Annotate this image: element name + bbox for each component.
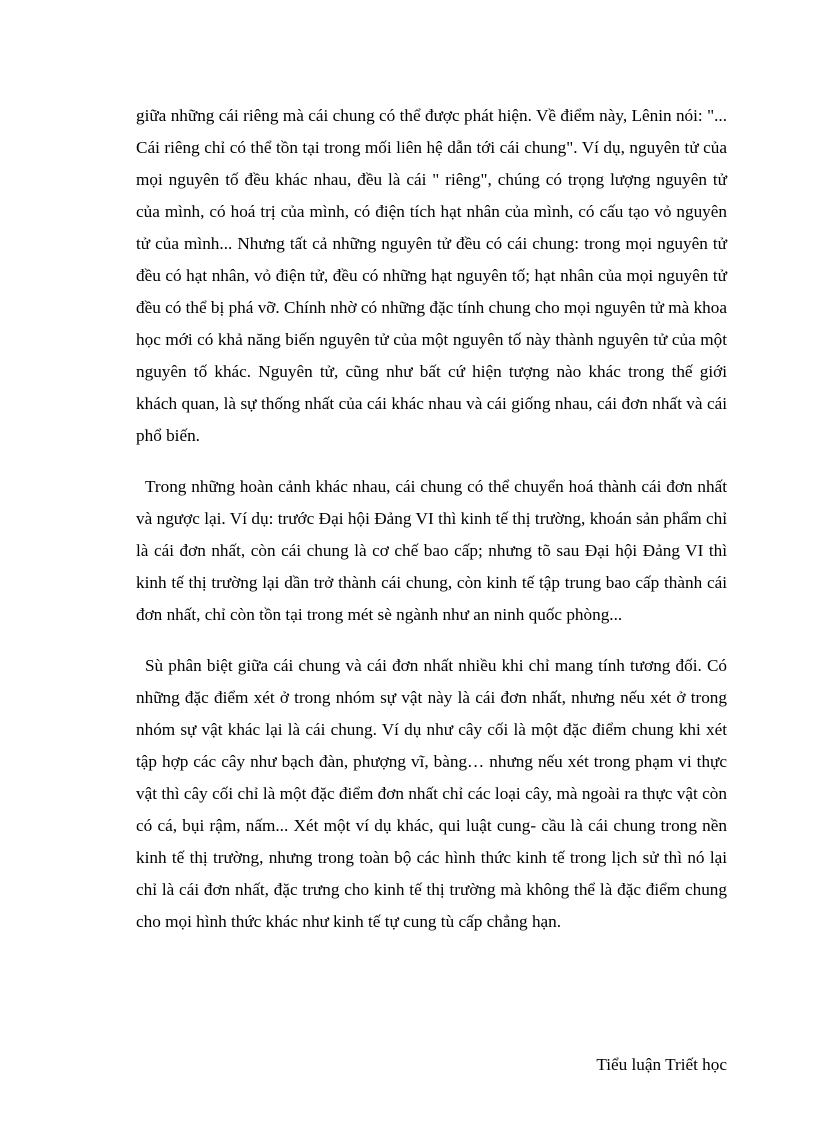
body-text [136,100,727,938]
page-footer: Tiểu luận Triết học [596,1055,727,1074]
paragraph-continuation: giữa những cái riêng mà cái chung có thể được phát hiện. Về điểm này, Lênin nói: "... Cái riêng chỉ có thể tồn tại trong mối liên hệ dẫn tới cái chung". Ví dụ, nguyên tử của mọi nguyên tố đều khác nhau, đều là cái " riêng", chúng có trọng lượng nguyên tử của mình, có hoá trị của mình, có điện tích hạt nhân của mình, có cấu tạo vỏ nguyên tử của mình... Nhưng tất cả những nguyên tử đều có cái chung: trong mọi nguyên tử đều có hạt nhân, vỏ điện tử, đều có những hạt nguyên tố; hạt nhân của mọi nguyên tử đều có thể bị phá vỡ. Chính nhờ có những đặc tính chung cho mọi nguyên tử mà khoa học mới có khả năng biến nguyên tử của một nguyên tố này thành nguyên tử của một nguyên tố khác. Nguyên tử, cũng như bất cứ hiện tượng nào khác trong thế giới khách quan, là sự thống nhất của cái khác nhau và cái giống nhau, cái đơn nhất và cái phổ biến. [136,106,727,445]
paragraph-relativity: Sù phân biệt giữa cái chung và cái đơn nhất nhiều khi chỉ mang tính tương đối. Có những đặc điểm xét ở trong nhóm sự vật này là cái đơn nhất, nhưng nếu xét ở trong nhóm sự vật khác lại là cái chung. Ví dụ như cây cối là một đặc điểm chung khi xét tập hợp các cây như bạch đàn, phượng vĩ, bàng… nhưng nếu xét trong phạm vi thực vật thì cây cối chỉ là một đặc điểm đơn nhất chỉ các loại cây, mà ngoài ra thực vật còn có cá, bụi rậm, nấm... Xét một ví dụ khác, qui luật cung- cầu là cái chung trong nền kinh tế thị trường, nhưng trong toàn bộ các hình thức kinh tế trong lịch sử thì nó lại chỉ là cái đơn nhất, đặc trưng cho kinh tế thị trường mà không thể là đặc điểm chung cho mọi hình thức khác như kinh tế tự cung tù cấp chẳng hạn. [136,656,727,931]
paragraph-transformation: Trong những hoàn cảnh khác nhau, cái chung có thể chuyển hoá thành cái đơn nhất và ngược lại. Ví dụ: trước Đại hội Đảng VI thì kinh tế thị trường, khoán sản phẩm chỉ là cái đơn nhất, còn cái chung là cơ chế bao cấp; nhưng tõ sau Đại hội Đảng VI thì kinh tế thị trường lại dần trở thành cái chung, còn kinh tế tập trung bao cấp thành cái đơn nhất, chỉ còn tồn tại trong mét sè ngành như an ninh quốc phòng... [136,477,727,624]
